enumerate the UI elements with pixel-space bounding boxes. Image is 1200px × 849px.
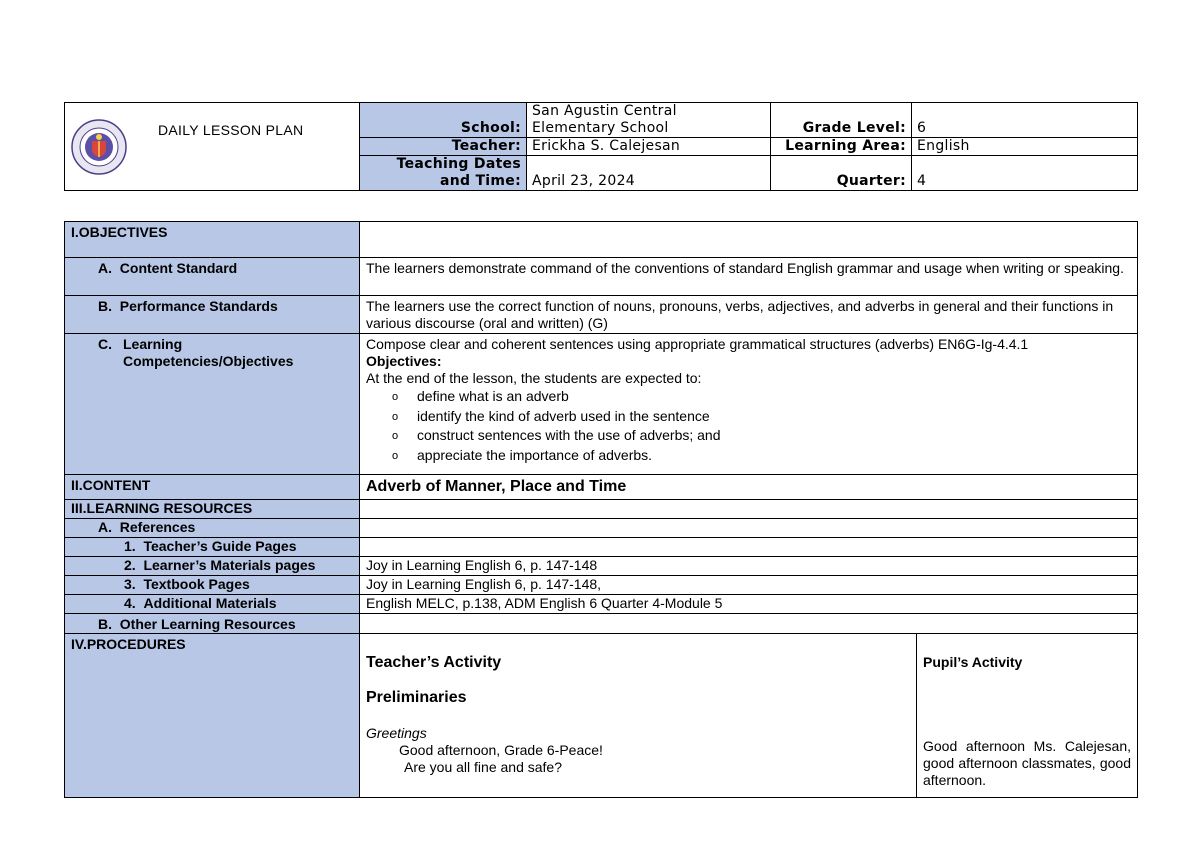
school-value [527, 103, 771, 138]
pupil-activity-cell [917, 634, 1138, 798]
pupil-activity-heading: Pupil’s Activity [923, 654, 1023, 670]
procedures-heading: IV.PROCEDURES [65, 634, 360, 798]
learners-materials-value: Joy in Learning English 6, p. 147-148 [360, 557, 1138, 576]
textbook-pages-num: 3. [124, 576, 136, 592]
list-item: o appreciate the importance of adverbs. [392, 446, 1131, 466]
additional-materials-value: English MELC, p.138, ADM English 6 Quarter 4-Module 5 [360, 595, 1138, 614]
teacher-greeting-line2: Are you all fine and safe? [404, 759, 562, 775]
learners-materials-num: 2. [124, 557, 136, 573]
pupil-response: Good afternoon Ms. Calejesan, good afternoon classmates, good afternoon. [923, 738, 1131, 788]
school-value-line1: San Agustin Central [532, 103, 677, 119]
objectives-list [366, 387, 1131, 465]
learners-materials-label [65, 557, 360, 576]
preliminaries-heading: Preliminaries [366, 689, 467, 706]
page-title: DAILY LESSON PLAN [158, 122, 304, 138]
content-standard-label [65, 258, 360, 296]
teacher-activity-heading: Teacher’s Activity [366, 654, 502, 671]
performance-standards-value: The learners use the correct function of nouns, pronouns, verbs, adjectives, and adverbs in general and their functions in various discourse (oral and written) (G) [360, 296, 1138, 334]
teacher-greeting-line1: Good afternoon, Grade 6-Peace! [399, 742, 603, 758]
header-table [64, 102, 1138, 191]
area-label: Learning Area: [771, 138, 912, 156]
list-item: o define what is an adverb [392, 387, 1131, 407]
dates-label-line2: and Time: [439, 173, 521, 189]
content-value: Adverb of Manner, Place and Time [360, 475, 1138, 500]
references-blank [360, 519, 1138, 538]
header-title-cell [65, 103, 360, 191]
dates-label-line1: Teaching Dates [396, 156, 521, 172]
objectives-label: Objectives: [366, 353, 442, 369]
resources-heading-blank [360, 500, 1138, 519]
teacher-activity-cell [360, 634, 917, 798]
learners-materials-text: Learner’s Materials pages [143, 557, 316, 573]
other-resources-letter: B. [98, 616, 112, 632]
teachers-guide-num: 1. [124, 538, 136, 554]
objectives-intro: At the end of the lesson, the students are expected to: [366, 370, 702, 386]
other-resources-text: Other Learning Resources [119, 616, 296, 632]
objectives-heading-blank [360, 222, 1138, 258]
grade-value: 6 [912, 103, 1138, 138]
list-item: o construct sentences with the use of adverbs; and [392, 426, 1131, 446]
content-heading: II.CONTENT [65, 475, 360, 500]
competencies-label [65, 334, 360, 475]
other-resources-blank [360, 614, 1138, 634]
dates-label [360, 156, 527, 191]
school-value-line2: Elementary School [532, 120, 669, 136]
objectives-heading: I.OBJECTIVES [65, 222, 360, 258]
competency-text: Compose clear and coherent sentences using appropriate grammatical structures (adverbs) EN6G-Ig-4.4.1 [366, 336, 1029, 352]
additional-materials-label [65, 595, 360, 614]
teachers-guide-text: Teacher’s Guide Pages [143, 538, 297, 554]
list-item: o identify the kind of adverb used in the sentence [392, 407, 1131, 427]
textbook-pages-text: Textbook Pages [143, 576, 250, 592]
textbook-pages-value: Joy in Learning English 6, p. 147-148, [360, 576, 1138, 595]
competencies-value [360, 334, 1138, 475]
content-standard-text: Content Standard [119, 260, 238, 276]
other-resources-label [65, 614, 360, 634]
additional-materials-text: Additional Materials [143, 595, 277, 611]
teachers-guide-value [360, 538, 1138, 557]
competencies-label-line2: Competencies/Objectives [123, 353, 294, 369]
references-text: References [119, 519, 196, 535]
performance-standards-text: Performance Standards [119, 298, 278, 314]
school-label: School: [360, 103, 527, 138]
additional-materials-num: 4. [124, 595, 136, 611]
grade-label: Grade Level: [771, 103, 912, 138]
content-standard-letter: A. [98, 260, 112, 276]
teacher-label: Teacher: [360, 138, 527, 156]
competencies-letter: C. [98, 336, 112, 352]
teacher-value: Erickha S. Calejesan [527, 138, 771, 156]
quarter-label: Quarter: [771, 156, 912, 191]
content-standard-value: The learners demonstrate command of the conventions of standard English grammar and usage when writing or speaking. [360, 258, 1138, 296]
references-letter: A. [98, 519, 112, 535]
resources-heading: III.LEARNING RESOURCES [65, 500, 360, 519]
references-label [65, 519, 360, 538]
performance-standards-letter: B. [98, 298, 112, 314]
deped-seal-icon [71, 119, 127, 175]
greetings-label: Greetings [366, 725, 427, 741]
quarter-value: 4 [912, 156, 1138, 191]
competencies-label-line1: Learning [123, 336, 183, 352]
textbook-pages-label [65, 576, 360, 595]
lesson-plan-table [64, 221, 1138, 798]
performance-standards-label [65, 296, 360, 334]
dates-value: April 23, 2024 [527, 156, 771, 191]
teachers-guide-label [65, 538, 360, 557]
area-value: English [912, 138, 1138, 156]
